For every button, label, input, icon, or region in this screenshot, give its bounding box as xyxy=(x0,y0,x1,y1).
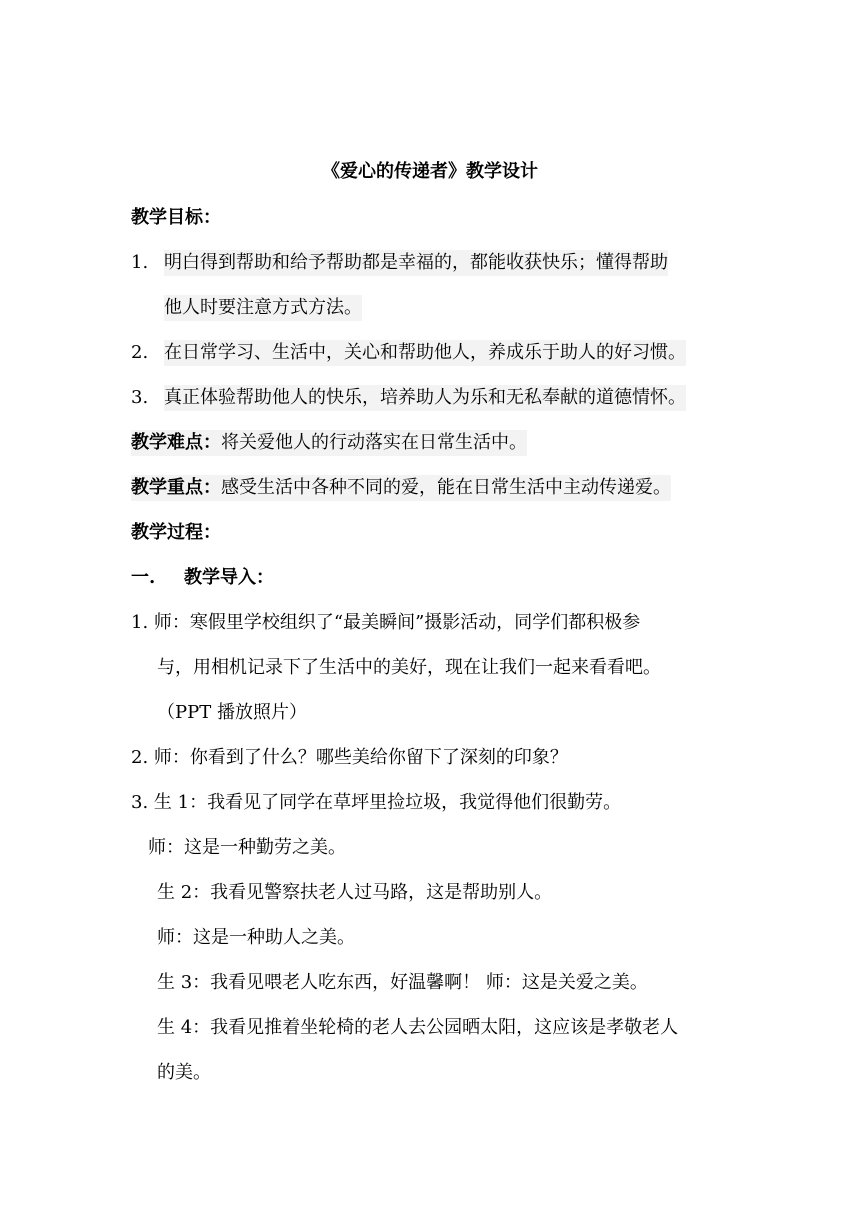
step-1-line-1: 1. 师：寒假里学校组织了“最美瞬间”摄影活动，同学们都积极参 xyxy=(131,612,641,633)
student-4-line-1: 生 4：我看见推着坐轮椅的老人去公园晒太阳，这应该是孝敬老人 xyxy=(157,1017,679,1038)
step-1-line-2: 与，用相机记录下了生活中的美好，现在让我们一起来看看吧。 xyxy=(157,657,661,678)
key-point-row xyxy=(131,475,671,501)
student-4-line-2: 的美。 xyxy=(157,1062,211,1083)
goal-2-number: 2. xyxy=(131,342,149,363)
difficulty-text: 将关爱他人的行动落实在日常生活中。 xyxy=(221,432,527,453)
section-1-number: 一. xyxy=(131,567,156,588)
section-1-title: 教学导入： xyxy=(184,567,274,588)
process-heading: 教学过程： xyxy=(131,522,221,543)
step-3: 3. 生 1：我看见了同学在草坪里捡垃圾，我觉得他们很勤劳。 xyxy=(131,792,622,813)
goal-1-line-1: 明白得到帮助和给予帮助都是幸福的，都能收获快乐；懂得帮助 xyxy=(164,250,668,276)
key-point-text: 感受生活中各种不同的爱，能在日常生活中主动传递爱。 xyxy=(221,477,671,498)
document-title: 《爱心的传递者》教学设计 xyxy=(322,161,538,182)
student-2: 生 2：我看见警察扶老人过马路，这是帮助别人。 xyxy=(157,882,553,903)
difficulty-label: 教学难点： xyxy=(131,432,221,453)
goal-3-line-1: 真正体验帮助他人的快乐，培养助人为乐和无私奉献的道德情怀。 xyxy=(164,385,686,411)
goal-1-line-2: 他人时要注意方式方法。 xyxy=(164,295,362,321)
teacher-reply-2: 师：这是一种助人之美。 xyxy=(157,927,355,948)
goal-1-number: 1. xyxy=(131,252,149,273)
difficulty-row xyxy=(131,430,527,456)
goal-2-line-1: 在日常学习、生活中，关心和帮助他人，养成乐于助人的好习惯。 xyxy=(164,340,686,366)
student-3: 生 3：我看见喂老人吃东西，好温馨啊！ 师：这是关爱之美。 xyxy=(157,972,648,993)
step-2: 2. 师：你看到了什么？哪些美给你留下了深刻的印象？ xyxy=(131,747,568,768)
key-point-label: 教学重点： xyxy=(131,477,221,498)
step-1-line-3: （PPT 播放照片） xyxy=(157,702,307,723)
goal-3-number: 3. xyxy=(131,387,149,408)
goals-heading: 教学目标： xyxy=(131,207,221,228)
teacher-reply-1: 师：这是一种勤劳之美。 xyxy=(148,837,346,858)
